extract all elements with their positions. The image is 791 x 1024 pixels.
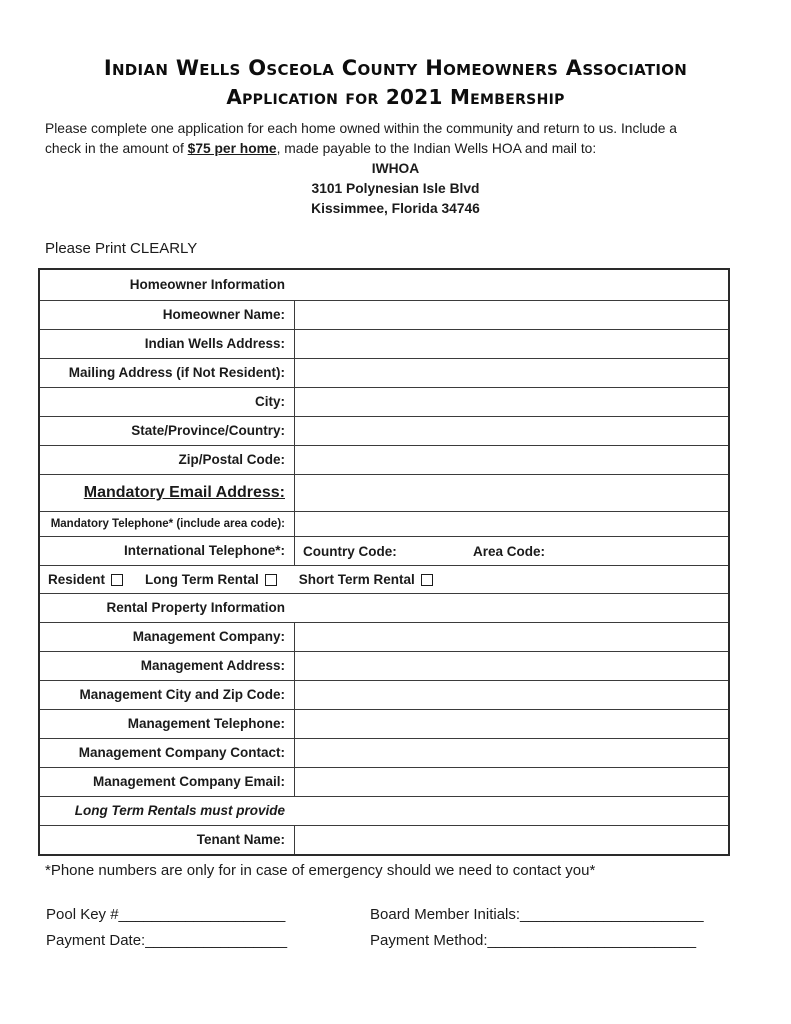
table-row-state-province-country bbox=[40, 416, 728, 445]
field-label: Management Company: bbox=[132, 629, 285, 644]
field-value-cell bbox=[294, 475, 728, 511]
area-code-label: Area Code: bbox=[473, 543, 546, 559]
table-row-management-city-zip bbox=[40, 680, 728, 709]
field-label: International Telephone*: bbox=[123, 543, 285, 558]
short-term-rental-checkbox bbox=[421, 574, 433, 586]
field-label: City: bbox=[255, 394, 285, 409]
table-row-international-telephone bbox=[40, 536, 728, 565]
section-header-homeowner-information bbox=[40, 270, 728, 300]
field-label: State/Province/Country: bbox=[131, 423, 285, 438]
field-value-cell bbox=[294, 330, 728, 358]
mailto-street: 3101 Polynesian Isle Blvd bbox=[311, 181, 480, 196]
intro-paragraph bbox=[45, 119, 751, 159]
field-value-cell bbox=[294, 768, 728, 796]
mandatory-email-label: Mandatory Email Address: bbox=[83, 484, 285, 501]
intro-line1: Please complete one application for each home owned within the community and return to us. Include a bbox=[45, 121, 677, 136]
table-row-zip-postal-code bbox=[40, 445, 728, 474]
field-label: Management Address: bbox=[140, 658, 285, 673]
section-label: Rental Property Information bbox=[106, 600, 285, 615]
table-row-city bbox=[40, 387, 728, 416]
table-row-tenant-name bbox=[40, 825, 728, 854]
phone-emergency-note: *Phone numbers are only for in case of emergency should we need to contact you* bbox=[45, 862, 596, 879]
field-label: Tenant Name: bbox=[196, 832, 285, 847]
section-label: Homeowner Information bbox=[129, 277, 285, 292]
table-row-indian-wells-address bbox=[40, 329, 728, 358]
checkbox-label: Long Term Rental bbox=[145, 572, 259, 587]
field-label: Homeowner Name: bbox=[162, 307, 285, 322]
payment-date-field: Payment Date:_________________ bbox=[46, 932, 288, 949]
field-label: Management Company Contact: bbox=[78, 745, 285, 760]
table-row-management-company-email bbox=[40, 767, 728, 796]
office-use-fields bbox=[46, 905, 791, 950]
table-row-management-company-contact bbox=[40, 738, 728, 767]
section-header-rental-property-information bbox=[40, 593, 728, 622]
payment-method-field: Payment Method:_________________________ bbox=[370, 932, 697, 949]
intro-line2-after: , made payable to the Indian Wells HOA and mail to: bbox=[276, 141, 597, 156]
table-row-mailing-address bbox=[40, 358, 728, 387]
table-row-residency-checkboxes bbox=[40, 565, 728, 593]
table-row-long-term-rentals-note bbox=[40, 796, 728, 825]
field-label: Mailing Address (if Not Resident): bbox=[68, 365, 285, 380]
table-row-management-company bbox=[40, 622, 728, 651]
field-value-cell bbox=[294, 623, 728, 651]
print-clearly-note: Please Print CLEARLY bbox=[45, 240, 198, 257]
field-value-cell bbox=[294, 681, 728, 709]
field-label: Management Telephone: bbox=[127, 716, 285, 731]
checkbox-label: Resident bbox=[48, 572, 106, 587]
checkbox-option-resident bbox=[48, 572, 123, 587]
field-label: Zip/Postal Code: bbox=[178, 452, 285, 467]
checkbox-option-short-term-rental bbox=[299, 572, 433, 587]
intro-line2 bbox=[45, 139, 751, 159]
field-label: Indian Wells Address: bbox=[144, 336, 285, 351]
mailto-org-name: IWHOA bbox=[371, 161, 420, 176]
field-value-cell bbox=[294, 826, 728, 854]
field-label: Management Company Email: bbox=[92, 774, 285, 789]
field-value-cell bbox=[294, 446, 728, 474]
table-row-management-telephone bbox=[40, 709, 728, 738]
field-label: Mandatory Telephone* (include area code): bbox=[50, 518, 285, 530]
mailto-city-state-zip: Kissimmee, Florida 34746 bbox=[311, 201, 480, 216]
country-code-label: Country Code: bbox=[303, 543, 397, 559]
fee-amount-highlight: $75 per home bbox=[187, 141, 277, 156]
field-value-cell bbox=[294, 512, 728, 536]
field-value-cell bbox=[294, 388, 728, 416]
field-value-cell bbox=[294, 537, 728, 565]
field-value-cell bbox=[294, 417, 728, 445]
field-value-cell bbox=[294, 710, 728, 738]
checkbox-option-long-term-rental bbox=[145, 572, 277, 587]
field-label bbox=[40, 485, 294, 501]
table-row-management-address bbox=[40, 651, 728, 680]
board-member-initials-field: Board Member Initials:______________________ bbox=[370, 906, 704, 923]
note-label: Long Term Rentals must provide bbox=[74, 803, 285, 818]
field-value-cell bbox=[294, 359, 728, 387]
table-row-mandatory-email bbox=[40, 474, 728, 511]
checkbox-label: Short Term Rental bbox=[298, 572, 415, 587]
field-value-cell bbox=[294, 739, 728, 767]
table-row-homeowner-name bbox=[40, 300, 728, 329]
resident-checkbox bbox=[111, 574, 123, 586]
field-value-cell bbox=[294, 301, 728, 329]
pool-key-field: Pool Key #____________________ bbox=[46, 906, 286, 923]
form-title-line1: Indian Wells Osceola County Homeowners Association bbox=[103, 56, 688, 80]
residency-options bbox=[40, 572, 433, 587]
field-value-cell bbox=[294, 652, 728, 680]
mailing-address-block bbox=[0, 159, 791, 219]
application-form-table bbox=[38, 268, 730, 856]
table-row-mandatory-telephone bbox=[40, 511, 728, 536]
long-term-rental-checkbox bbox=[265, 574, 277, 586]
intro-line2-before: check in the amount of bbox=[45, 141, 188, 156]
form-title-line2: Application for 2021 Membership bbox=[226, 85, 565, 109]
field-label: Management City and Zip Code: bbox=[79, 687, 285, 702]
